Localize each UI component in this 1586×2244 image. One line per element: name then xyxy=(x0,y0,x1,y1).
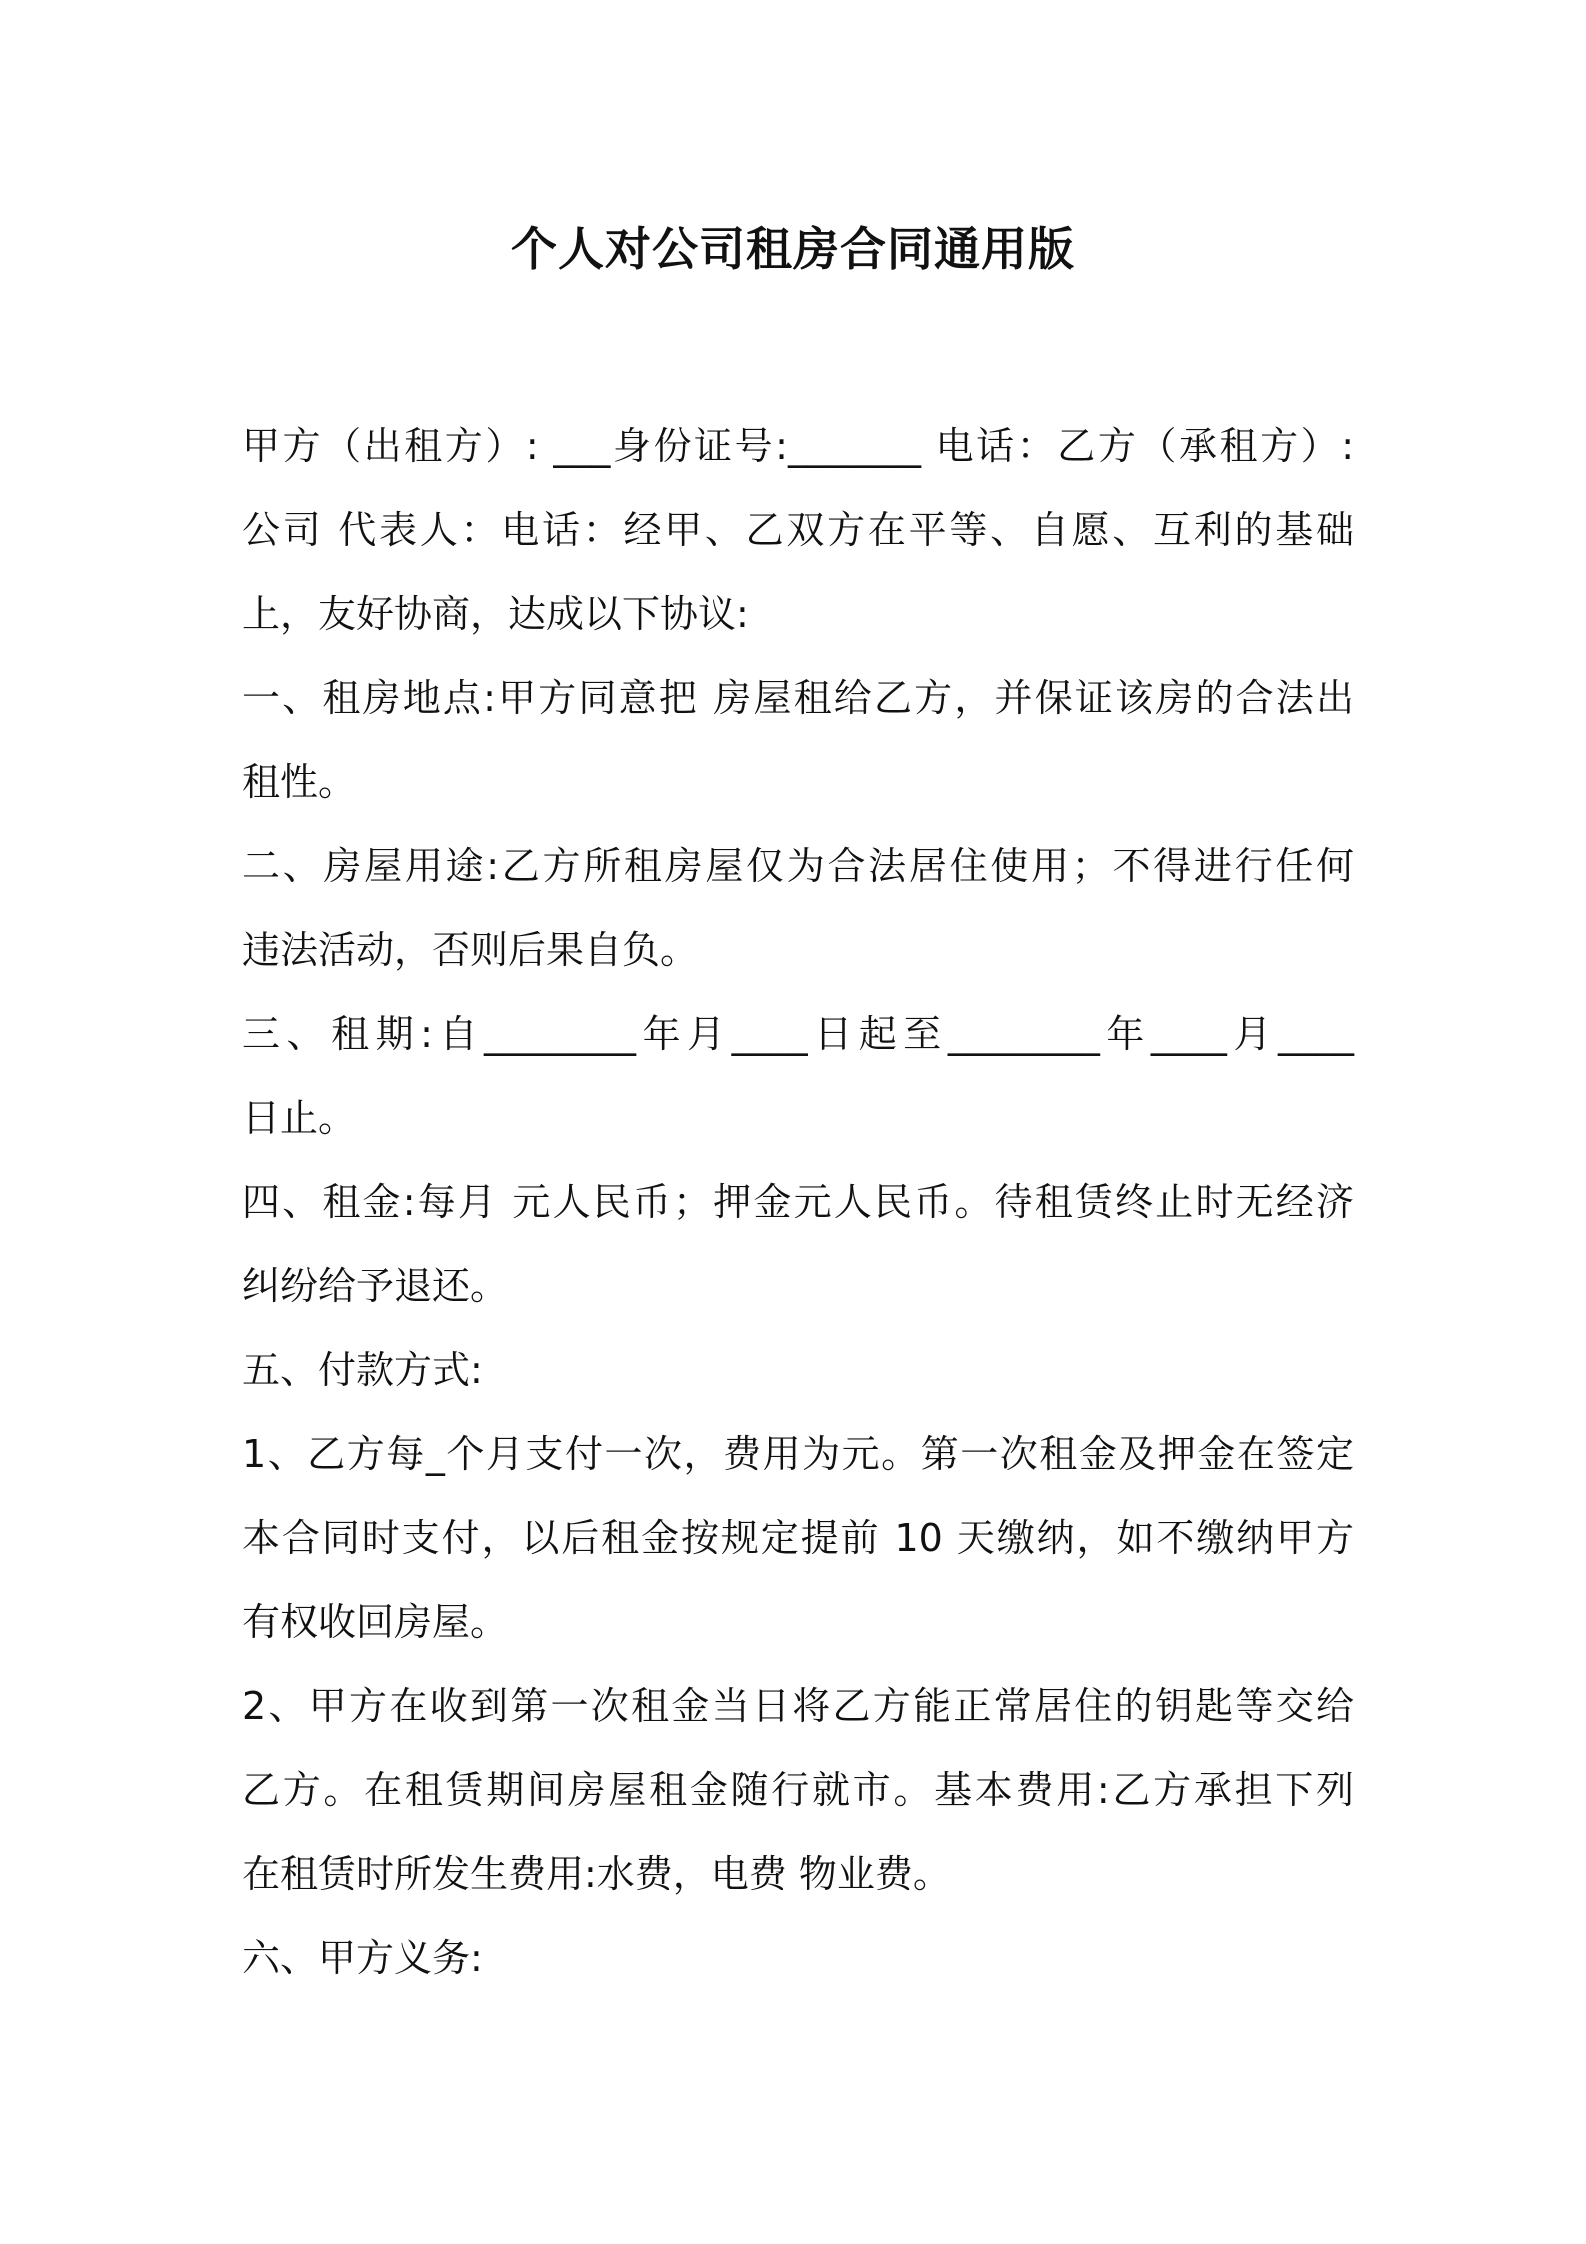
text-line: 2、甲方在收到第一次租金当日将乙方能正常居住的钥匙等交给 xyxy=(242,1684,1354,1728)
text-line: 三、租期:自________年月____日起至________年____月____ xyxy=(242,1012,1354,1056)
text-line: 二、房屋用途:乙方所租房屋仅为合法居住使用；不得进行任何 xyxy=(242,844,1354,888)
text-line: 一、租房地点:甲方同意把 房屋租给乙方，并保证该房的合法出 xyxy=(242,676,1354,720)
text-line: 甲方（出租方）: ___身份证号:_______ 电话：乙方（承租方）: xyxy=(242,424,1354,468)
document-title: 个人对公司租房合同通用版 xyxy=(511,222,1075,276)
text-line: 上，友好协商，达成以下协议: xyxy=(242,592,749,636)
text-line: 日止。 xyxy=(242,1096,357,1140)
text-line: 在租赁时所发生费用:水费，电费 物业费。 xyxy=(242,1852,951,1896)
text-line: 四、租金:每月 元人民币；押金元人民币。待租赁终止时无经济 xyxy=(242,1180,1354,1224)
text-line: 五、付款方式: xyxy=(242,1348,483,1392)
text-line: 本合同时支付，以后租金按规定提前 10 天缴纳，如不缴纳甲方 xyxy=(242,1516,1354,1560)
text-line: 违法活动，否则后果自负。 xyxy=(242,928,699,972)
text-line: 六、甲方义务: xyxy=(242,1936,483,1980)
document-body xyxy=(242,404,1354,2000)
text-line: 公司 代表人：电话：经甲、乙双方在平等、自愿、互利的基础 xyxy=(242,508,1354,552)
text-line: 1、乙方每_个月支付一次，费用为元。第一次租金及押金在签定 xyxy=(242,1432,1354,1476)
text-line: 乙方。在租赁期间房屋租金随行就市。基本费用:乙方承担下列 xyxy=(242,1768,1354,1812)
text-line: 租性。 xyxy=(242,760,357,804)
text-line: 有权收回房屋。 xyxy=(242,1600,509,1644)
text-line: 纠纷给予退还。 xyxy=(242,1264,509,1308)
